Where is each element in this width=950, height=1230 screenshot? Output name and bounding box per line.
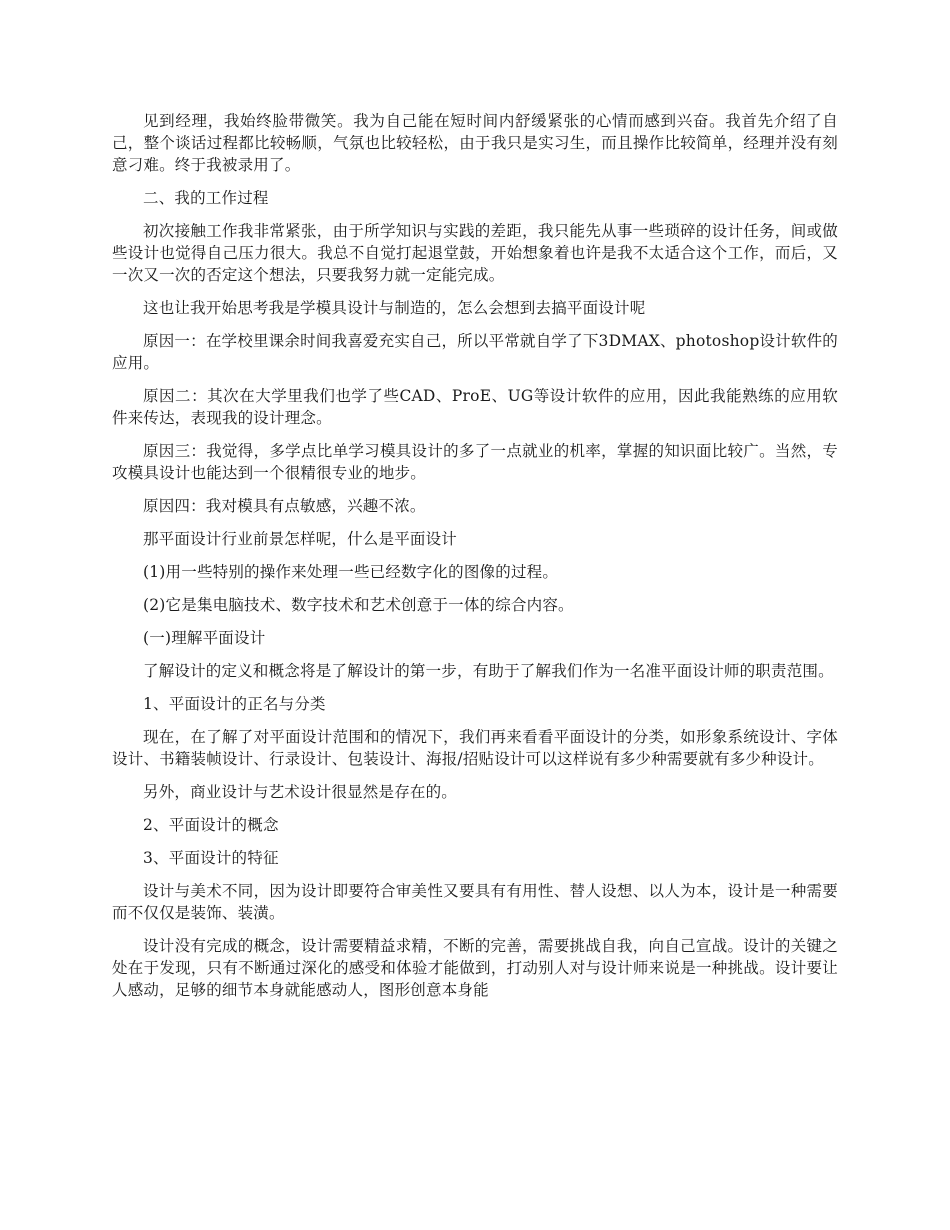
section-heading: 二、我的工作过程 <box>143 189 269 207</box>
section-heading: 1、平面设计的正名与分类 <box>143 695 326 713</box>
section-heading: 2、平面设计的概念 <box>143 816 279 834</box>
paragraph: 见到经理，我始终脸带微笑。我为自己能在短时间内舒缓紧张的心情而感到兴奋。我首先介绍了自己，整个谈话过程都比较畅顺，气氛也比较轻松，由于我只是实习生，而且操作比较简单，经理并没有刻意刁难。终于我被录用了。 <box>112 112 838 174</box>
list-item: (2)它是集电脑技术、数字技术和艺术创意于一体的综合内容。 <box>143 596 574 614</box>
paragraph: 那平面设计行业前景怎样呢，什么是平面设计 <box>143 530 458 548</box>
section-heading: (一)理解平面设计 <box>143 629 266 647</box>
paragraph: 原因二：其次在大学里我们也学了些CAD、ProE、UG等设计软件的应用，因此我能熟练的应用软件来传达，表现我的设计理念。 <box>112 387 838 427</box>
document-body <box>112 110 838 1001</box>
paragraph: 原因四：我对模具有点敏感，兴趣不浓。 <box>143 497 426 515</box>
paragraph: 了解设计的定义和概念将是了解设计的第一步，有助于了解我们作为一名准平面设计师的职责范围。 <box>143 662 834 680</box>
paragraph: 这也让我开始思考我是学模具设计与制造的，怎么会想到去搞平面设计呢 <box>143 299 646 317</box>
paragraph: 另外，商业设计与艺术设计很显然是存在的。 <box>143 783 458 801</box>
list-item: (1)用一些特别的操作来处理一些已经数字化的图像的过程。 <box>143 563 559 581</box>
paragraph: 现在，在了解了对平面设计范围和的情况下，我们再来看看平面设计的分类，如形象系统设计、字体设计、书籍装帧设计、行录设计、包装设计、海报/招贴设计可以这样说有多少种需要就有多少种设计。 <box>112 728 838 768</box>
paragraph: 初次接触工作我非常紧张，由于所学知识与实践的差距，我只能先从事一些琐碎的设计任务，间或做些设计也觉得自己压力很大。我总不自觉打起退堂鼓，开始想象着也许是我不太适合这个工作，而后，又一次又一次的否定这个想法，只要我努力就一定能完成。 <box>112 222 838 284</box>
paragraph: 原因一：在学校里课余时间我喜爱充实自己，所以平常就自学了下3DMAX、photoshop设计软件的应用。 <box>112 332 838 372</box>
paragraph: 设计没有完成的概念，设计需要精益求精，不断的完善，需要挑战自我，向自己宣战。设计的关键之处在于发现，只有不断通过深化的感受和体验才能做到，打动别人对与设计师来说是一种挑战。设计要让人感动，足够的细节本身就能感动人，图形创意本身能 <box>112 937 838 999</box>
section-heading: 3、平面设计的特征 <box>143 849 279 867</box>
paragraph: 原因三：我觉得，多学点比单学习模具设计的多了一点就业的机率，掌握的知识面比较广。当然，专攻模具设计也能达到一个很精很专业的地步。 <box>112 442 838 482</box>
paragraph: 设计与美术不同，因为设计即要符合审美性又要具有有用性、替人设想、以人为本，设计是一种需要而不仅仅是装饰、装潢。 <box>112 882 838 922</box>
